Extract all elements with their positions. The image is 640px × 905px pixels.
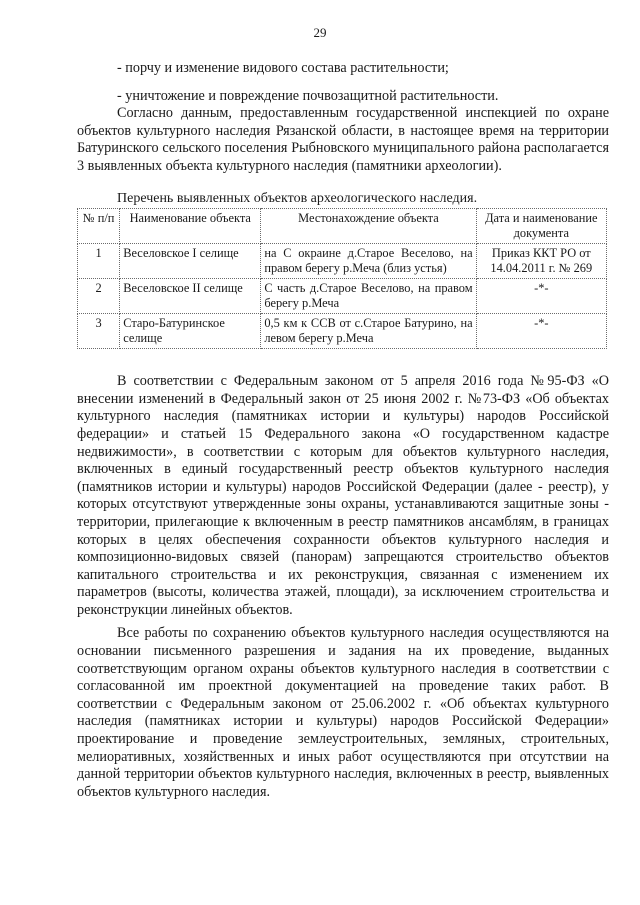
row-document: -*- — [476, 314, 606, 349]
row-location: на С окраине д.Старое Веселово, на правом берегу р.Меча (близ устья) — [261, 244, 476, 279]
bullet-item: - порчу и изменение видового состава растительности; — [117, 60, 449, 76]
bullet-item: - уничтожение и повреждение почвозащитной растительности. — [117, 87, 499, 104]
spacer — [77, 349, 609, 373]
table-row — [78, 314, 607, 349]
row-location: С часть д.Старое Веселово, на правом берегу р.Меча — [261, 279, 476, 314]
heritage-objects-table — [77, 208, 607, 349]
intro-paragraph: Согласно данным, предоставленным государственной инспекцией по охране объектов культурного наследия Рязанской области, в настоящее время на территории Батуринского сельского поселения Рыбновского муниципального района располагается 3 выявленных объекта культурного наследия (памятники археологии). — [77, 105, 609, 174]
row-num: 1 — [78, 244, 120, 279]
table-caption: Перечень выявленных объектов археологического наследия. — [117, 190, 478, 206]
document-body — [77, 60, 609, 801]
page-number: 29 — [313, 25, 327, 40]
row-name: Веселовское II селище — [120, 279, 261, 314]
header-num: № п/п — [78, 209, 120, 244]
works-paragraph: Все работы по сохранению объектов культурного наследия осуществляются на основании письменного разрешения и задания на их проведение, выданных соответствующим органом охраны объектов культурного наследия в соответствии с согласованной им проектной документацией на проведение таких работ. В соответствии с Федеральным законом от 25.06.2002 г. «Об объектах культурного наследия (памятниках истории и культуры) народов Российской Федерации» проектирование и проведение землеустроительных, земляных, строительных, мелиоративных, хозяйственных и иных работ осуществляются при отсутствии на данной территории объектов культурного наследия, включенных в реестр, выявленных объектов культурного наследия. — [77, 625, 609, 800]
table-header-row — [78, 209, 607, 244]
table-row — [78, 244, 607, 279]
row-num: 2 — [78, 279, 120, 314]
header-name: Наименование объекта — [120, 209, 261, 244]
table-row — [78, 279, 607, 314]
row-document: Приказ ККТ РО от 14.04.2011 г. № 269 — [476, 244, 606, 279]
row-document: -*- — [476, 279, 606, 314]
row-location: 0,5 км к ССВ от с.Старое Батурино, на левом берегу р.Меча — [261, 314, 476, 349]
law-paragraph: В соответствии с Федеральным законом от 5 апреля 2016 года №95-ФЗ «О внесении изменений в Федеральный закон от 25 июня 2002 г. №73-ФЗ «Об объектах культурного наследия (памятниках истории и культуры) народов Российской федерации» и статьей 15 Федерального закона «О государственном кадастре недвижимости», в соответствии с которым для объектов культурного наследия, включенных в единый государственный реестр объектов культурного наследия (памятников истории и культуры) народов Российской Федерации (далее - реестр), у которых отсутствуют утвержденные зоны охраны, устанавливаются защитные зоны - территории, прилегающие к включенным в реестр памятников ансамблям, в границах которых в целях обеспечения сохранности объектов культурного наследия и композиционно-видовых связей (панорам) запрещаются строительство объектов капитального строительства и их реконструкция, связанная с изменением их параметров (высоты, количества этажей, площади), за исключением строительства и реконструкции линейных объектов. — [77, 373, 609, 618]
header-location: Местонахождение объекта — [261, 209, 476, 244]
row-name: Веселовское I селище — [120, 244, 261, 279]
row-num: 3 — [78, 314, 120, 349]
header-document: Дата и наименование документа — [476, 209, 606, 244]
row-name: Старо-Батуринское селище — [120, 314, 261, 349]
